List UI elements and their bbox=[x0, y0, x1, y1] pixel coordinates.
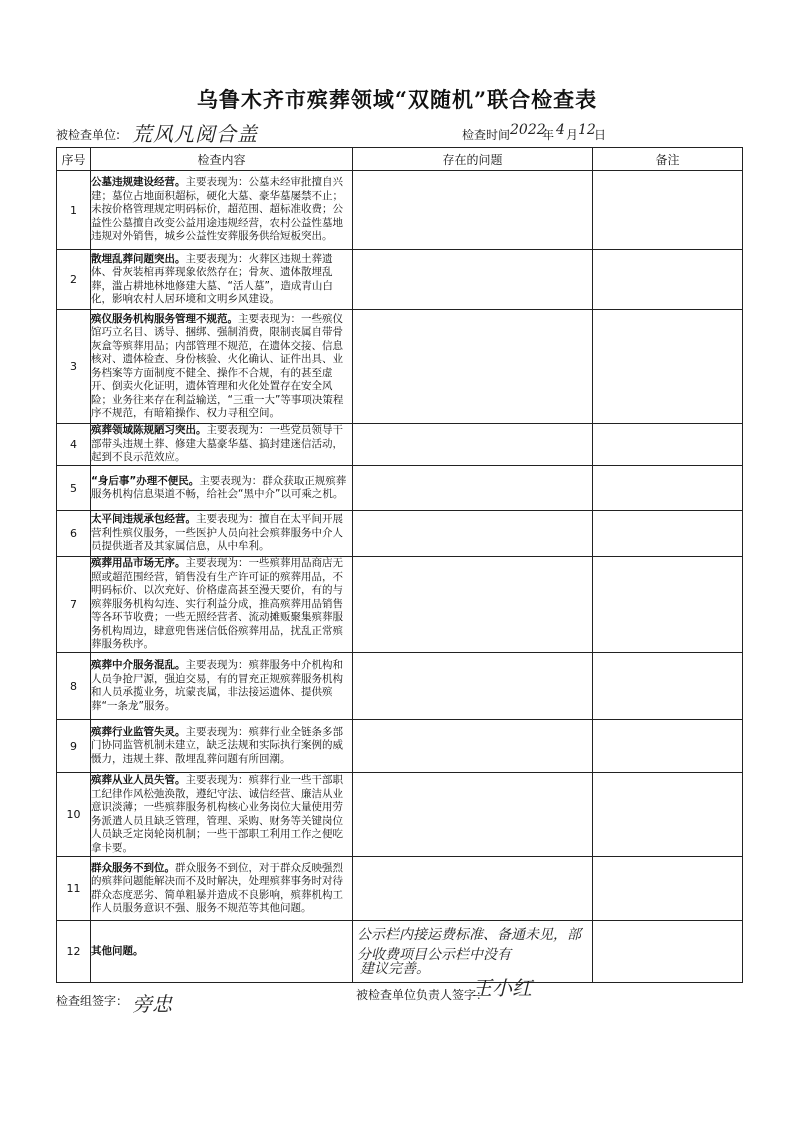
header-no: 序号 bbox=[57, 148, 91, 171]
row-content bbox=[91, 310, 353, 424]
row-title: 殡葬行业监管失灵。 bbox=[91, 725, 186, 738]
row-content bbox=[91, 250, 353, 310]
problems-cell[interactable] bbox=[353, 653, 593, 720]
inspector-signature: 旁忠 bbox=[132, 992, 172, 1016]
responsible-signature: 王小红 bbox=[472, 976, 532, 1000]
row-text: 群众服务不到位，对于群众反映强烈的殡葬问题能解决而不及时解决，处理殡葬事务时对待群众态度恶劣、简单粗暴并造成不良影响，殡葬机构工作人员服务意识不强、服务不规范等其他问题。 bbox=[91, 861, 343, 914]
table-row bbox=[57, 720, 743, 773]
inspected-unit-handwritten: 荒风凡阅合盖 bbox=[132, 122, 258, 146]
row-content bbox=[91, 857, 353, 921]
row-number: 1 bbox=[57, 171, 91, 250]
inspection-month-handwritten: 4 bbox=[556, 122, 565, 138]
table-row bbox=[57, 653, 743, 720]
problems-cell[interactable] bbox=[353, 250, 593, 310]
remarks-cell[interactable] bbox=[593, 310, 743, 424]
handwritten-overflow: 建议完善。 bbox=[360, 961, 430, 977]
row-number: 8 bbox=[57, 653, 91, 720]
row-title: 群众服务不到位。 bbox=[91, 861, 175, 874]
remarks-cell[interactable] bbox=[593, 857, 743, 921]
problems-cell[interactable] bbox=[353, 773, 593, 857]
table-row bbox=[57, 250, 743, 310]
row-number: 10 bbox=[57, 773, 91, 857]
row-content bbox=[91, 424, 353, 466]
row-content bbox=[91, 773, 353, 857]
row-text: 主要表现为：一些殡葬用品商店无照或超范围经营，销售没有生产许可证的殡葬用品，不明码标价、以次充好、价格虚高甚至漫天要价，有的与殡葬服务机构勾连、实行利益分成，推高殡葬用品销售等各环节收费；一些无照经营者、流动摊贩聚集殡葬服务机构周边，肆意兜售迷信低俗殡葬用品，扰乱正常殡葬服务秩序。 bbox=[91, 557, 343, 651]
remarks-cell[interactable] bbox=[593, 653, 743, 720]
remarks-cell[interactable] bbox=[593, 171, 743, 250]
row-content bbox=[91, 921, 353, 983]
row-number: 11 bbox=[57, 857, 91, 921]
year-suffix: 年 bbox=[542, 128, 555, 142]
header-remarks: 备注 bbox=[593, 148, 743, 171]
row-number: 2 bbox=[57, 250, 91, 310]
inspection-table bbox=[56, 147, 743, 983]
row-number: 9 bbox=[57, 720, 91, 773]
row-content bbox=[91, 171, 353, 250]
table-row bbox=[57, 511, 743, 557]
row-text: 主要表现为：一些党员领导干部带头违规土葬、修建大墓豪华墓、搞封建迷信活动，起到不良示范效应。 bbox=[91, 424, 343, 464]
problems-cell[interactable] bbox=[353, 857, 593, 921]
row-title: 殡葬用品市场无序。 bbox=[91, 557, 186, 570]
table-header-row bbox=[57, 148, 743, 171]
table-row bbox=[57, 171, 743, 250]
row-number: 3 bbox=[57, 310, 91, 424]
problems-cell-handwritten[interactable]: 公示栏内接运费标准、备通未见，部分收费项目公示栏中没有 bbox=[353, 921, 593, 983]
row-title: 殡仪服务机构服务管理不规范。 bbox=[91, 312, 238, 325]
inspection-time-label: 检查时间 bbox=[462, 128, 511, 142]
day-suffix: 日 bbox=[594, 128, 607, 142]
table-row bbox=[57, 424, 743, 466]
inspection-year-handwritten: 2022 bbox=[510, 122, 546, 138]
row-text: 主要表现为：公墓未经审批擅自兴建；墓位占地面积超标，硬化大墓、豪华墓屡禁不止；未按价格管理规定明码标价，超范围、超标准收费；公益性公墓擅自改变公益用途违规经营，农村公益性墓地违规对外销售，城乡公益性安葬服务供给短板突出。 bbox=[91, 176, 343, 243]
remarks-cell[interactable] bbox=[593, 250, 743, 310]
inspection-day-handwritten: 12 bbox=[578, 122, 596, 138]
row-text: 主要表现为：擅自在太平间开展营利性殡仪服务，一些医护人员向社会殡葬服务中介人员提供逝者及其家属信息，从中牟利。 bbox=[91, 513, 343, 553]
responsible-signature-label: 被检查单位负责人签字： bbox=[356, 988, 489, 1002]
row-text: 主要表现为：殡葬行业全链条多部门协同监管机制未建立，缺乏法规和实际执行案例的威慑力，违规土葬、散埋乱葬问题有所回潮。 bbox=[91, 725, 343, 765]
row-content bbox=[91, 511, 353, 557]
row-title: 其他问题。 bbox=[91, 944, 144, 957]
problems-cell[interactable] bbox=[353, 511, 593, 557]
row-text: 主要表现为：一些殡仪馆巧立名目、诱导、捆绑、强制消费，限制丧属自带骨灰盒等殡葬用品；内部管理不规范，在遗体交接、信息核对、遗体检查、身份核验、火化确认、证件出具、业务档案等方面制度不健全、操作不合规，有的甚至虚开、倒卖火化证明，遗体管理和火化处置存在安全风险；业务往来存在利益输送，“三重一大”等事项决策程序不规范，有暗箱操作、权力寻租空间。 bbox=[91, 312, 344, 419]
form-title: 乌鲁木齐市殡葬领域“双随机”联合检查表 bbox=[196, 87, 598, 112]
problems-cell[interactable] bbox=[353, 424, 593, 466]
table-row bbox=[57, 310, 743, 424]
row-number: 6 bbox=[57, 511, 91, 557]
row-number: 12 bbox=[57, 921, 91, 983]
row-content bbox=[91, 466, 353, 511]
row-number: 4 bbox=[57, 424, 91, 466]
table-row bbox=[57, 466, 743, 511]
remarks-cell[interactable] bbox=[593, 557, 743, 653]
row-content bbox=[91, 653, 353, 720]
row-title: “身后事”办理不便民。 bbox=[91, 474, 200, 487]
row-title: 散埋乱葬问题突出。 bbox=[91, 252, 186, 265]
problems-cell[interactable] bbox=[353, 557, 593, 653]
row-content bbox=[91, 720, 353, 773]
month-suffix: 月 bbox=[566, 128, 579, 142]
remarks-cell[interactable] bbox=[593, 773, 743, 857]
row-title: 殡葬从业人员失管。 bbox=[91, 774, 186, 786]
row-text: 主要表现为：火葬区违规土葬遗体、骨灰装棺再葬现象依然存在；骨灰、遗体散埋乱葬，滥占耕地林地修建大墓、“活人墓”，造成青山白化，影响农村人居环境和文明乡风建设。 bbox=[91, 252, 333, 305]
row-text: 主要表现为：群众获取正规殡葬服务机构信息渠道不畅，给社会“黑中介”以可乘之机。 bbox=[91, 474, 347, 500]
inspector-signature-label: 检查组签字： bbox=[56, 994, 129, 1008]
row-text: 主要表现为：殡葬服务中介机构和人员争抢尸源，强迫交易，有的冒充正规殡葬服务机构和人员承揽业务，坑蒙丧属，非法接运遗体、提供殡葬“一条龙”服务。 bbox=[91, 659, 343, 712]
remarks-cell[interactable] bbox=[593, 921, 743, 983]
row-title: 殡葬领域陈规陋习突出。 bbox=[91, 424, 207, 437]
row-text: 主要表现为：殡葬行业一些干部职工纪律作风松弛涣散，遵纪守法、诚信经营、廉洁从业意识淡薄；一些殡葬服务机构核心业务岗位大量使用劳务派遣人员且缺乏管理，管理、采购、财务等关键岗位人员缺乏定岗轮岗机制；一些干部职工利用工作之便吃拿卡要。 bbox=[91, 774, 343, 854]
remarks-cell[interactable] bbox=[593, 424, 743, 466]
row-content bbox=[91, 557, 353, 653]
row-title: 太平间违规承包经营。 bbox=[91, 513, 196, 526]
problems-cell[interactable] bbox=[353, 310, 593, 424]
header-problems: 存在的问题 bbox=[353, 148, 593, 171]
row-title: 公墓违规建设经营。 bbox=[91, 176, 186, 189]
row-number: 7 bbox=[57, 557, 91, 653]
problems-cell[interactable] bbox=[353, 171, 593, 250]
remarks-cell[interactable] bbox=[593, 466, 743, 511]
remarks-cell[interactable] bbox=[593, 511, 743, 557]
remarks-cell[interactable] bbox=[593, 720, 743, 773]
row-title: 殡葬中介服务混乱。 bbox=[91, 659, 186, 671]
problems-cell[interactable] bbox=[353, 466, 593, 511]
inspected-unit-label: 被检查单位: bbox=[56, 128, 121, 142]
row-number: 5 bbox=[57, 466, 91, 511]
header-content: 检查内容 bbox=[91, 148, 353, 171]
problems-cell[interactable] bbox=[353, 720, 593, 773]
table-row bbox=[57, 857, 743, 921]
table-row bbox=[57, 773, 743, 857]
table-row bbox=[57, 557, 743, 653]
